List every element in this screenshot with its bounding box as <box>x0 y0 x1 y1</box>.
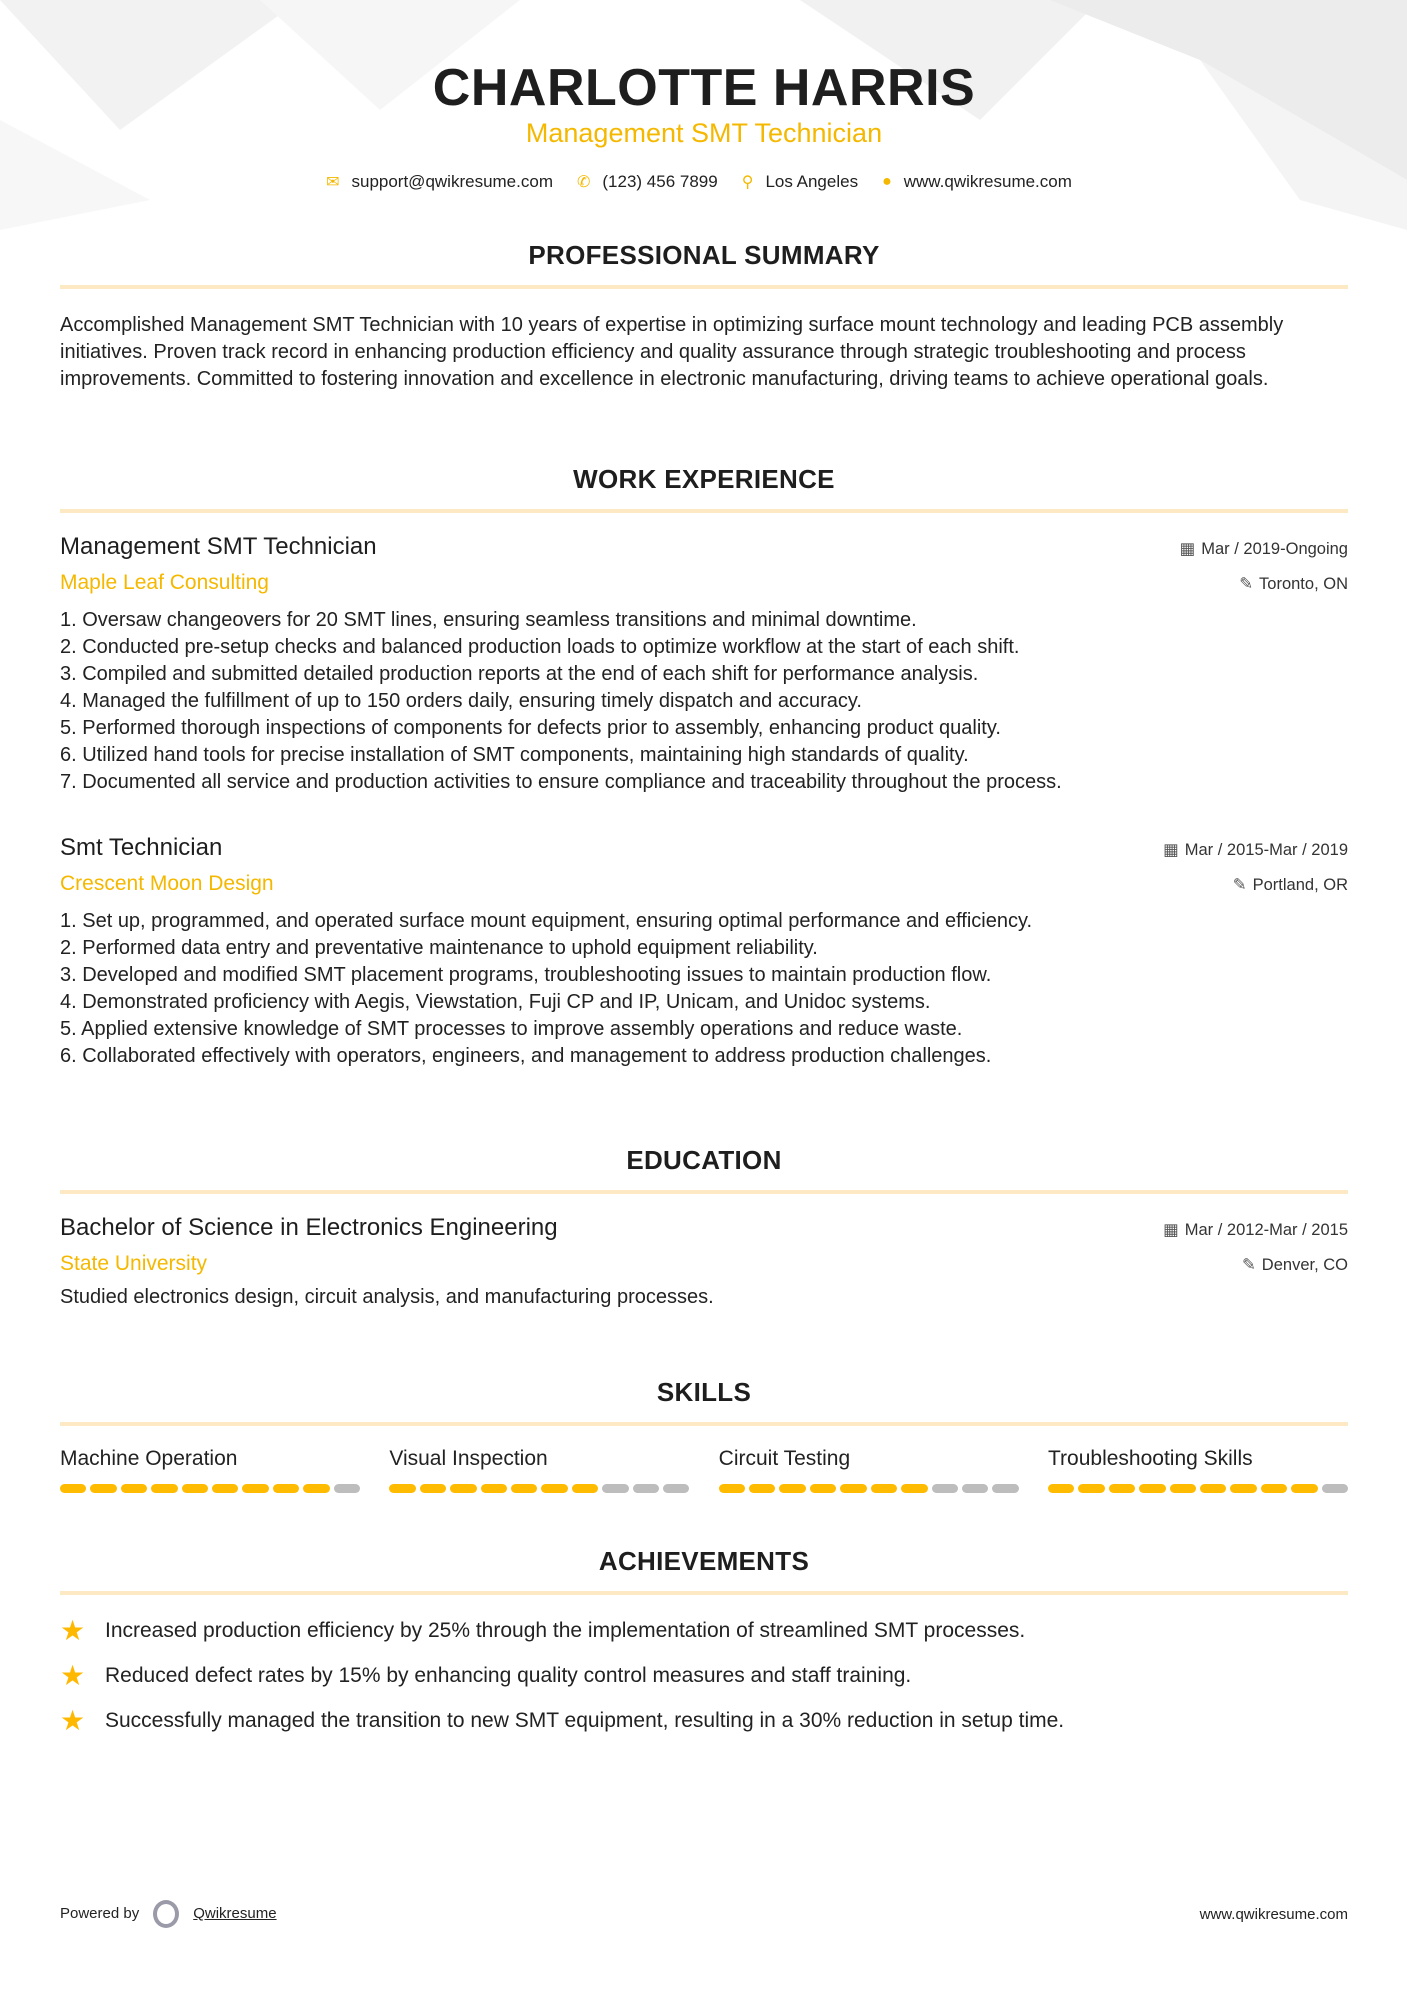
website[interactable]: www.qwikresume.com <box>903 172 1072 191</box>
envelope-icon: ✉ <box>326 174 340 191</box>
skill-dot <box>481 1484 507 1493</box>
divider <box>60 1190 1348 1194</box>
job-title: Smt Technician <box>60 834 223 861</box>
skill-dot <box>932 1484 958 1493</box>
job-location: Toronto, ON <box>1259 575 1348 593</box>
section-heading: WORK EXPERIENCE <box>573 464 835 494</box>
list-item: 4. Demonstrated proficiency with Aegis, Viewstation, Fuji CP and IP, Unicam, and Unidoc systems. <box>60 991 931 1013</box>
achievements-section <box>60 1546 1348 1595</box>
school: State University <box>60 1252 208 1275</box>
candidate-name: CHARLOTTE HARRIS <box>432 59 976 117</box>
powered-by-label: Powered by <box>60 1904 140 1922</box>
section-heading: ACHIEVEMENTS <box>598 1546 810 1576</box>
degree: Bachelor of Science in Electronics Engineering <box>60 1214 558 1241</box>
skill-dot <box>840 1484 866 1493</box>
skills-section <box>60 1377 1348 1426</box>
footer <box>60 1900 1348 1928</box>
skill-rating <box>1048 1484 1348 1493</box>
list-item: 2. Conducted pre-setup checks and balanced production loads to optimize workflow at the start of each shift. <box>60 636 1020 658</box>
skill-dot <box>572 1484 598 1493</box>
star-icon: ★ <box>60 1615 86 1646</box>
skill-dot <box>663 1484 689 1493</box>
phone-icon: ✆ <box>576 174 591 191</box>
contact-bar <box>60 172 1348 192</box>
skill-dot <box>450 1484 476 1493</box>
skill-dot <box>273 1484 299 1493</box>
skill-dot <box>1048 1484 1074 1493</box>
skill-dot <box>303 1484 329 1493</box>
candidate-title: Management SMT Technician <box>525 118 883 148</box>
summary-section <box>60 240 1348 393</box>
skill-dot <box>992 1484 1018 1493</box>
list-item: 3. Developed and modified SMT placement programs, troubleshooting issues to maintain production flow. <box>60 964 992 986</box>
brand-link[interactable]: Qwikresume <box>193 1904 277 1922</box>
skill-dot <box>719 1484 745 1493</box>
qwikresume-logo-icon <box>153 1900 179 1928</box>
skill-dot <box>1261 1484 1287 1493</box>
list-item: 2. Performed data entry and preventative maintenance to uphold equipment reliability. <box>60 937 818 959</box>
skill-dot <box>242 1484 268 1493</box>
summary-text: Accomplished Management SMT Technician with 10 years of expertise in optimizing surface mount technology and leading PCB assembly initiatives. Proven track record in enhancing production efficiency and quality assurance through strategic troubleshooting and process improvements. Committed to fostering innovation and excellence in electronic manufacturing, driving teams to achieve operational goals. <box>60 314 1284 390</box>
phone: (123) 456 7899 <box>602 172 718 191</box>
skill-dot <box>212 1484 238 1493</box>
skill-dot <box>511 1484 537 1493</box>
skill-dot <box>901 1484 927 1493</box>
list-item: 1. Oversaw changeovers for 20 SMT lines, ensuring seamless transitions and minimal downtime. <box>60 609 917 631</box>
achievement-text: Successfully managed the transition to new SMT equipment, resulting in a 30% reduction in setup time. <box>105 1708 1065 1732</box>
skill-dot <box>602 1484 628 1493</box>
skill-dot <box>779 1484 805 1493</box>
skill-name: Troubleshooting Skills <box>1047 1447 1253 1470</box>
divider <box>60 1422 1348 1426</box>
skill-name: Machine Operation <box>60 1447 238 1470</box>
globe-icon: ● <box>882 173 892 190</box>
pin-icon: ✎ <box>1241 1256 1256 1274</box>
list-item: 5. Performed thorough inspections of components for defects prior to assembly, enhancing product quality. <box>60 717 1001 739</box>
skill-dot <box>749 1484 775 1493</box>
skill-dot <box>182 1484 208 1493</box>
achievement-item <box>60 1653 1348 1698</box>
divider <box>60 509 1348 513</box>
job-dates: Mar / 2015-Mar / 2019 <box>1184 841 1348 859</box>
section-heading: EDUCATION <box>626 1145 782 1175</box>
skill-dot <box>1170 1484 1196 1493</box>
skill-item <box>719 1447 1019 1493</box>
achievement-text: Reduced defect rates by 15% by enhancing quality control measures and staff training. <box>105 1663 912 1687</box>
divider <box>60 1591 1348 1595</box>
skill-dot <box>1291 1484 1317 1493</box>
education-section <box>60 1145 1348 1194</box>
achievement-text: Increased production efficiency by 25% through the implementation of streamlined SMT processes. <box>105 1618 1026 1642</box>
list-item: 6. Utilized hand tools for precise installation of SMT components, maintaining high standards of quality. <box>60 744 969 766</box>
skill-dot <box>1200 1484 1226 1493</box>
job-location: Portland, OR <box>1252 876 1348 894</box>
skill-dot <box>121 1484 147 1493</box>
skill-name: Circuit Testing <box>718 1447 851 1470</box>
skill-dot <box>90 1484 116 1493</box>
company: Crescent Moon Design <box>60 872 274 895</box>
skill-rating <box>60 1484 360 1493</box>
job-title: Management SMT Technician <box>60 533 377 560</box>
achievements-list <box>60 1608 1348 1743</box>
calendar-icon: ▦ <box>1163 841 1179 859</box>
edu-dates: Mar / 2012-Mar / 2015 <box>1184 1221 1348 1239</box>
list-item: 5. Applied extensive knowledge of SMT processes to improve assembly operations and reduce waste. <box>60 1018 963 1040</box>
skill-dot <box>1078 1484 1104 1493</box>
star-icon: ★ <box>60 1705 86 1736</box>
skill-item <box>1048 1447 1348 1493</box>
education-entry <box>60 1214 1348 1311</box>
skill-dot <box>389 1484 415 1493</box>
skill-dot <box>1139 1484 1165 1493</box>
skill-dot <box>1322 1484 1348 1493</box>
section-heading: PROFESSIONAL SUMMARY <box>528 240 880 270</box>
star-icon: ★ <box>60 1660 86 1691</box>
job-dates: Mar / 2019-Ongoing <box>1201 540 1348 558</box>
skill-dot <box>962 1484 988 1493</box>
calendar-icon: ▦ <box>1179 540 1196 558</box>
skill-item <box>389 1447 689 1493</box>
skill-dot <box>810 1484 836 1493</box>
skill-dot <box>871 1484 897 1493</box>
company: Maple Leaf Consulting <box>60 571 269 594</box>
achievement-item <box>60 1698 1348 1743</box>
skill-dot <box>633 1484 659 1493</box>
experience-section <box>60 464 1348 513</box>
divider <box>60 285 1348 289</box>
skill-rating <box>389 1484 689 1493</box>
pin-icon: ✎ <box>1239 575 1254 593</box>
edu-description: Studied electronics design, circuit analysis, and manufacturing processes. <box>60 1286 714 1308</box>
skill-dot <box>1230 1484 1256 1493</box>
job-entry <box>60 533 1348 796</box>
skill-dot <box>334 1484 360 1493</box>
section-heading: SKILLS <box>656 1377 752 1407</box>
footer-website[interactable]: www.qwikresume.com <box>1199 1905 1348 1923</box>
edu-location: Denver, CO <box>1261 1256 1348 1274</box>
skill-dot <box>420 1484 446 1493</box>
skill-item <box>60 1447 360 1493</box>
skills-list <box>60 1447 1348 1493</box>
skill-dot <box>541 1484 567 1493</box>
skill-rating <box>719 1484 1019 1493</box>
list-item: 6. Collaborated effectively with operators, engineers, and management to address production challenges. <box>60 1045 992 1067</box>
list-item: 4. Managed the fulfillment of up to 150 orders daily, ensuring timely dispatch and accuracy. <box>60 690 862 712</box>
pin-icon: ✎ <box>1232 876 1247 894</box>
achievement-item <box>60 1608 1348 1653</box>
list-item: 1. Set up, programmed, and operated surface mount equipment, ensuring optimal performance and efficiency. <box>60 910 1033 932</box>
skill-name: Visual Inspection <box>389 1447 548 1470</box>
job-entry <box>60 834 1348 1070</box>
email[interactable]: support@qwikresume.com <box>351 172 553 191</box>
location: Los Angeles <box>765 172 859 191</box>
list-item: 7. Documented all service and production activities to ensure compliance and traceability throughout the process. <box>60 771 1062 793</box>
skill-dot <box>60 1484 86 1493</box>
skill-dot <box>1109 1484 1135 1493</box>
map-pin-icon: ⚲ <box>741 174 754 191</box>
calendar-icon: ▦ <box>1163 1221 1179 1239</box>
skill-dot <box>151 1484 177 1493</box>
list-item: 3. Compiled and submitted detailed production reports at the end of each shift for performance analysis. <box>60 663 979 685</box>
